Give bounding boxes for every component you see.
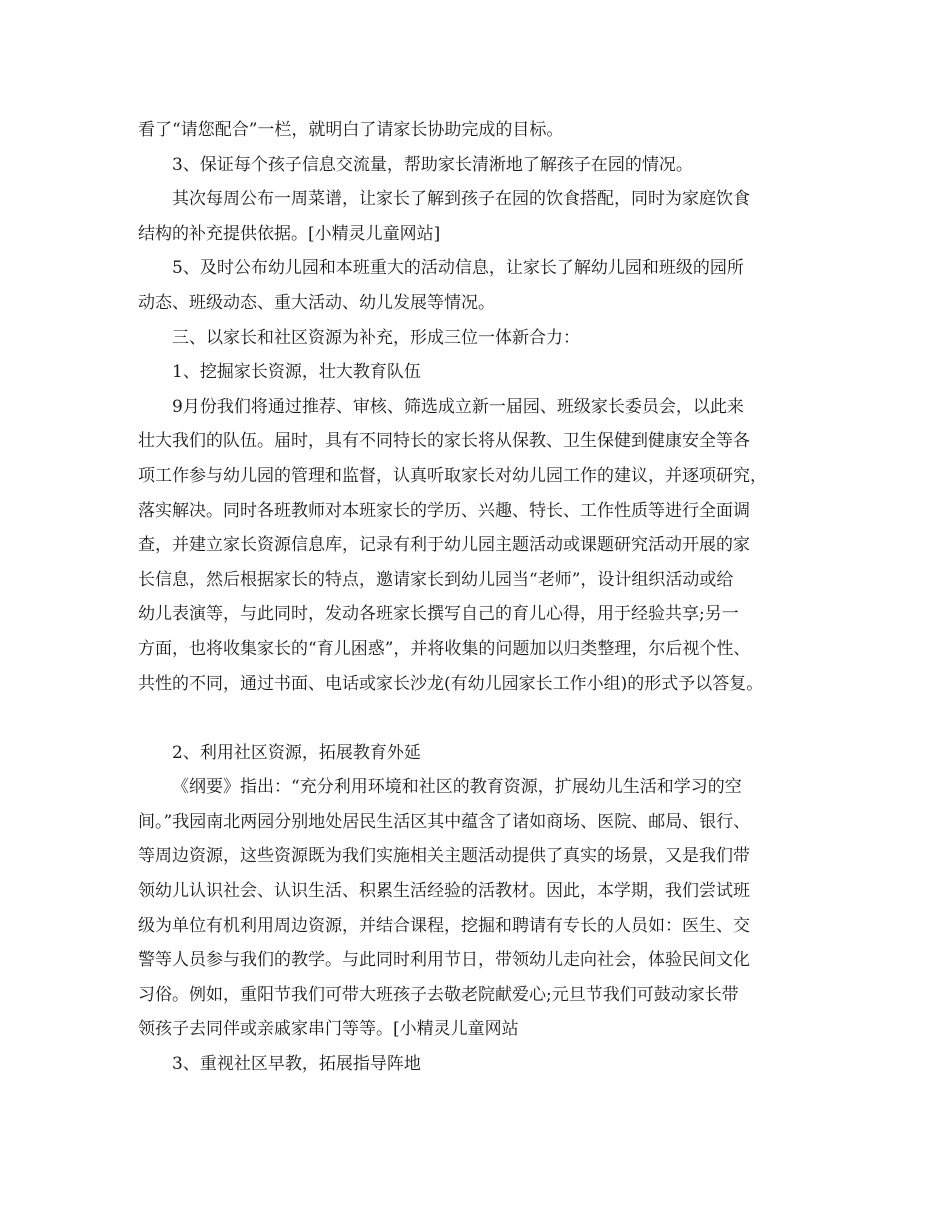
document-body	[138, 113, 828, 1082]
subsection-heading: 1、挖掘家长资源，壮大教育队伍	[172, 362, 421, 383]
text-line: 壮大我们的队伍。届时，具有不同特长的家长将从保教、卫生保健到健康安全等各	[138, 431, 750, 452]
text-line: 看了“请您配合”一栏，就明白了请家长协助完成的目标。	[138, 120, 564, 140]
text-line: 领幼儿认识社会、认识生活、积累生活经验的活教材。因此，本学期，我们尝试班	[138, 881, 750, 902]
text-line: 落实解决。同时各班教师对本班家长的学历、兴趣、特长、工作性质等进行全面调	[138, 500, 750, 521]
text-line: 级为单位有机利用周边资源，并结合课程，挖掘和聘请有专长的人员如：医生、交	[138, 915, 750, 936]
text-line: 等周边资源，这些资源既为我们实施相关主题活动提供了真实的场景，又是我们带	[138, 846, 750, 867]
text-line: 长信息，然后根据家长的特点，邀请家长到幼儿园当“老师”，设计组织活动或给	[138, 569, 734, 590]
text-line: 项工作参与幼儿园的管理和监督，认真听取家长对幼儿园工作的建议，并逐项研究，	[138, 465, 767, 486]
text-line: 《纲要》指出：“充分利用环境和社区的教育资源，扩展幼儿生活和学习的空	[172, 777, 742, 798]
text-line: 5、及时公布幼儿园和本班重大的活动信息，让家长了解幼儿园和班级的园所	[172, 258, 744, 279]
text-line: 习俗。例如，重阳节我们可带大班孩子去敬老院献爱心;元旦节我们可鼓动家长带	[138, 984, 739, 1005]
text-line: 3、保证每个孩子信息交流量，帮助家长清淅地了解孩子在园的情况。	[172, 154, 693, 175]
subsection-heading: 2、利用社区资源，拓展教育外延	[172, 742, 421, 763]
text-line: 幼儿表演等，与此同时，发动各班家长撰写自己的育儿心得，用于经验共享;另一	[138, 604, 739, 625]
text-line: 间。”我园南北两园分别地处居民生活区其中蕴含了诸如商场、医院、邮局、银行、	[138, 811, 751, 832]
text-line: 共性的不同，通过书面、电话或家长沙龙(有幼儿园家长工作小组)的形式予以答复。	[138, 673, 764, 694]
section-heading: 三、以家长和社区资源为补充，形成三位一体新合力：	[172, 327, 580, 348]
text-line: 警等人员参与我们的教学。与此同时利用节日，带领幼儿走向社会，体验民间文化	[138, 950, 750, 971]
text-line: 查，并建立家长资源信息库，记录有利于幼儿园主题活动或课题研究活动开展的家	[138, 535, 750, 556]
subsection-heading: 3、重视社区早教，拓展指导阵地	[172, 1054, 421, 1075]
text-line: 方面，也将收集家长的“育儿困惑”，并将收集的问题加以归类整理，尔后视个性、	[138, 638, 751, 659]
text-line: 9月份我们将通过推荐、审核、筛选成立新一届园、班级家长委员会，以此来	[172, 396, 744, 417]
text-line: 动态、班级动态、重大活动、幼儿发展等情况。	[138, 292, 495, 313]
blank-line	[138, 701, 828, 736]
text-line: 其次每周公布一周菜谱，让家长了解到孩子在园的饮食搭配，同时为家庭饮食	[172, 189, 750, 210]
text-line: 领孩子去同伴或亲戚家串门等等。[小精灵儿童网站	[138, 1019, 519, 1040]
text-line: 结构的补充提供依据。[小精灵儿童网站]	[138, 223, 441, 244]
